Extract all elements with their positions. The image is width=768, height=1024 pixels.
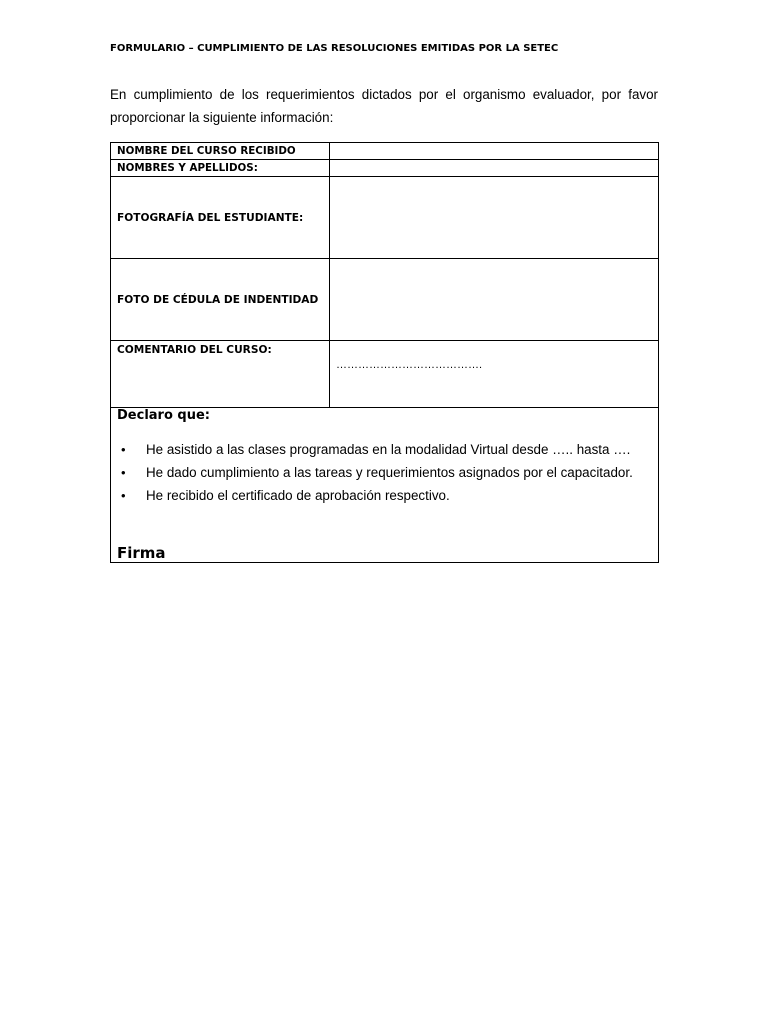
signature-label: Firma [117, 544, 166, 562]
form-row-course-name [111, 143, 659, 160]
course-name-label: NOMBRE DEL CURSO RECIBIDO [111, 143, 330, 160]
student-photo-label: FOTOGRAFÍA DEL ESTUDIANTE: [111, 177, 330, 259]
comment-field[interactable] [330, 341, 659, 408]
bullet-icon: • [121, 442, 126, 457]
list-item [117, 438, 652, 461]
form-row-names [111, 160, 659, 177]
form-row-declaration [111, 408, 659, 563]
list-item [117, 461, 652, 484]
declaration-heading: Declaro que: [117, 408, 210, 423]
student-photo-field[interactable] [330, 177, 659, 259]
list-item [117, 484, 652, 507]
comment-label: COMENTARIO DEL CURSO: [111, 341, 330, 408]
comment-placeholder: …………………………………. [336, 359, 483, 371]
form-row-comment [111, 341, 659, 408]
id-photo-label: FOTO DE CÉDULA DE INDENTIDAD [111, 259, 330, 341]
names-label: NOMBRES Y APELLIDOS: [111, 160, 330, 177]
document-title: FORMULARIO – CUMPLIMIENTO DE LAS RESOLUCIONES EMITIDAS POR LA SETEC [110, 43, 559, 54]
declaration-cell [111, 408, 659, 563]
declaration-list [117, 438, 652, 507]
course-name-field[interactable] [330, 143, 659, 160]
declaration-item-text: He dado cumplimiento a las tareas y requerimientos asignados por el capacitador. [146, 465, 633, 480]
form-row-student-photo [111, 177, 659, 259]
bullet-icon: • [121, 488, 126, 503]
form-row-id-photo [111, 259, 659, 341]
intro-paragraph: En cumplimiento de los requerimientos dictados por el organismo evaluador, por favor proporcionar la siguiente información: [110, 87, 658, 125]
declaration-item-text: He asistido a las clases programadas en la modalidad Virtual desde ….. hasta …. [146, 442, 631, 457]
bullet-icon: • [121, 465, 126, 480]
id-photo-field[interactable] [330, 259, 659, 341]
student-form-table [110, 142, 659, 563]
names-field[interactable] [330, 160, 659, 177]
declaration-item-text: He recibido el certificado de aprobación respectivo. [146, 488, 450, 503]
